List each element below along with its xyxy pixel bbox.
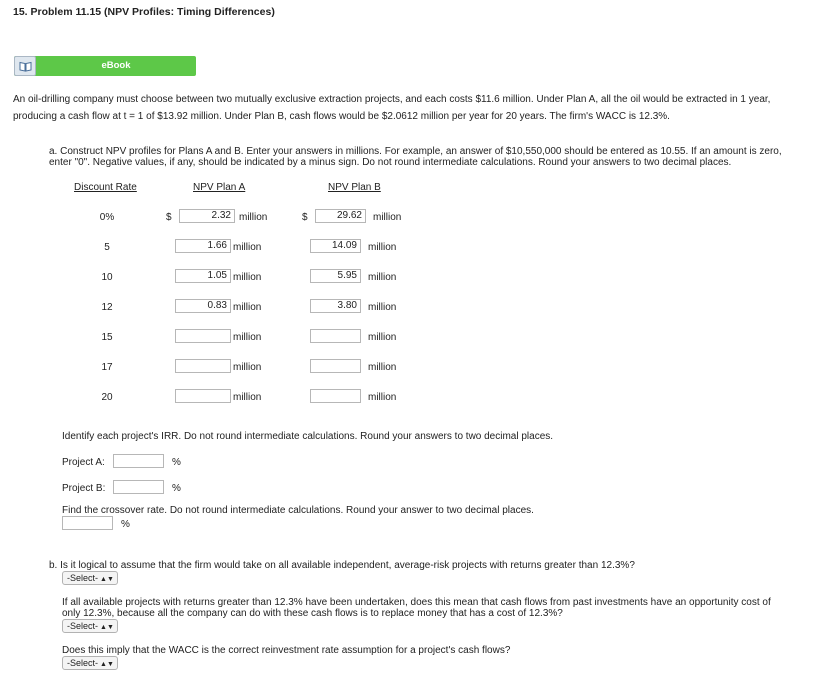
npv-a-input[interactable] <box>175 329 231 343</box>
percent-label: % <box>172 483 181 494</box>
rate-cell: 17 <box>101 362 113 373</box>
unit-label: million <box>368 362 397 373</box>
book-icon <box>14 56 36 76</box>
rate-cell: 15 <box>101 332 113 343</box>
npv-b-input[interactable]: 3.80 <box>310 299 361 313</box>
npv-a-input[interactable]: 2.32 <box>179 209 235 223</box>
percent-label: % <box>172 457 181 468</box>
percent-label: % <box>121 519 130 530</box>
unit-label: million <box>368 242 397 253</box>
ebook-button[interactable] <box>14 56 196 76</box>
npv-a-input[interactable] <box>175 359 231 373</box>
unit-label: million <box>233 392 262 403</box>
unit-label: million <box>233 332 262 343</box>
unit-label: million <box>368 302 397 313</box>
irr-project-b-input[interactable] <box>113 480 164 494</box>
part-b-question-1: b. Is it logical to assume that the firm would take on all available independent, average-risk projects with returns greater than 12.3%? <box>49 560 635 571</box>
chevron-updown-icon: ▲▼ <box>100 661 114 668</box>
npv-a-input[interactable]: 0.83 <box>175 299 231 313</box>
chevron-updown-icon: ▲▼ <box>100 576 114 583</box>
chevron-updown-icon: ▲▼ <box>100 624 114 631</box>
npv-a-input[interactable]: 1.05 <box>175 269 231 283</box>
crossover-instruction: Find the crossover rate. Do not round intermediate calculations. Round your answer to two decimal places. <box>62 505 534 516</box>
dollar-sign-a: $ <box>166 212 172 223</box>
unit-label: million <box>368 392 397 403</box>
unit-label: million <box>233 242 262 253</box>
npv-b-input[interactable] <box>310 359 361 373</box>
unit-label: million <box>373 212 402 223</box>
problem-statement: An oil-drilling company must choose between two mutually exclusive extraction projects, and each costs $11.6 million. Under Plan A, all the oil would be extracted in 1 year, producing a cash flow at t = 1 of $13.92 million. Under Plan B, cash flows would be $2.0612 million per year for 20 years. The firm's WACC is 12.3%. <box>13 94 771 122</box>
rate-cell: 5 <box>104 242 110 253</box>
npv-b-input[interactable]: 5.95 <box>310 269 361 283</box>
npv-a-input[interactable]: 1.66 <box>175 239 231 253</box>
rate-cell: 0% <box>99 212 115 223</box>
header-npv-plan-b: NPV Plan B <box>328 182 381 193</box>
crossover-rate-input[interactable] <box>62 516 113 530</box>
part-a-question: a. Construct NPV profiles for Plans A and B. Enter your answers in millions. For example, an answer of $10,550,000 should be entered as 10.55. If an amount is zero, enter "0". Negative values, if any, should be indicated by a minus sign. Do not round intermediate calculations. Round your answers to two decimal places. <box>49 146 782 168</box>
select-label: -Select- <box>67 621 99 631</box>
page-title: 15. Problem 11.15 (NPV Profiles: Timing Differences) <box>13 6 275 18</box>
unit-label: million <box>233 362 262 373</box>
part-b-question-2: If all available projects with returns greater than 12.3% have been undertaken, does this mean that cash flows from past investments have an opportunity cost of only 12.3%, because all the company can do with these cash flows is to replace money that has a cost of 12.3%? <box>62 597 771 619</box>
npv-a-input[interactable] <box>175 389 231 403</box>
rate-cell: 12 <box>101 302 113 313</box>
irr-project-a-input[interactable] <box>113 454 164 468</box>
dollar-sign-b: $ <box>302 212 308 223</box>
select-dropdown-q1[interactable] <box>62 571 118 585</box>
part-b-question-3: Does this imply that the WACC is the correct reinvestment rate assumption for a project's cash flows? <box>62 645 511 656</box>
select-dropdown-q3[interactable] <box>62 656 118 670</box>
npv-b-input[interactable] <box>310 329 361 343</box>
npv-b-input[interactable]: 14.09 <box>310 239 361 253</box>
unit-label: million <box>368 272 397 283</box>
ebook-label: eBook <box>101 60 131 71</box>
select-label: -Select- <box>67 573 99 583</box>
rate-cell: 20 <box>101 392 113 403</box>
select-dropdown-q2[interactable] <box>62 619 118 633</box>
unit-label: million <box>368 332 397 343</box>
unit-label: million <box>233 302 262 313</box>
header-npv-plan-a: NPV Plan A <box>193 182 246 193</box>
project-b-label: Project B: <box>62 483 106 494</box>
select-label: -Select- <box>67 658 99 668</box>
rate-cell: 10 <box>101 272 113 283</box>
irr-instruction: Identify each project's IRR. Do not round intermediate calculations. Round your answers to two decimal places. <box>62 431 554 442</box>
project-a-label: Project A: <box>62 457 105 468</box>
npv-b-input[interactable] <box>310 389 361 403</box>
unit-label: million <box>233 272 262 283</box>
npv-b-input[interactable]: 29.62 <box>315 209 366 223</box>
header-discount-rate: Discount Rate <box>74 182 137 193</box>
unit-label: million <box>239 212 268 223</box>
